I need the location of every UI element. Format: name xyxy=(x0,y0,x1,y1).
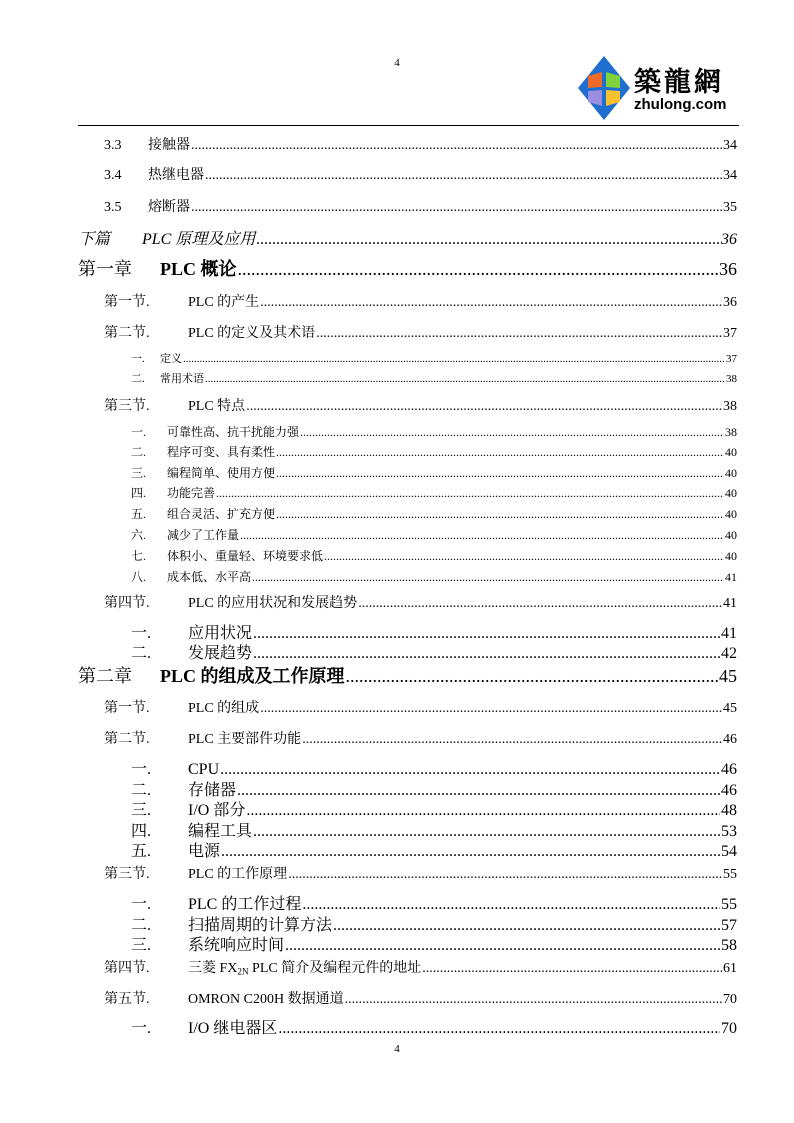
toc-entry[interactable] xyxy=(104,863,737,883)
toc-entry-number: 一. xyxy=(131,896,152,913)
toc-entry-number: 第一节. xyxy=(104,295,150,310)
dot-leader xyxy=(346,666,719,687)
toc-entry-number: 3.4 xyxy=(104,168,122,183)
dot-leader xyxy=(276,445,724,460)
dot-leader xyxy=(276,466,724,481)
toc-entry-title-text: I/O 继电器区 xyxy=(188,1020,278,1037)
toc-entry-title-text: 扫描周期的计算方法 xyxy=(188,917,333,934)
toc-entry-title-text: PLC 的组成及工作原理 xyxy=(160,666,345,686)
toc-entry-page: 46 xyxy=(721,782,737,799)
toc-entry-page: 36 xyxy=(721,231,737,248)
toc-entry-page: 54 xyxy=(721,843,737,860)
toc-entry-page: 38 xyxy=(725,425,737,439)
toc-entry-number: 八. xyxy=(131,570,147,584)
toc-entry-number: 三. xyxy=(131,466,147,480)
toc-entry-number: 第三节. xyxy=(104,867,150,882)
toc-entry-title-text: CPU xyxy=(188,761,220,778)
toc-entry-page: 48 xyxy=(721,802,737,819)
toc-entry-title-text: PLC 的工作过程 xyxy=(188,896,302,913)
toc-entry[interactable] xyxy=(131,464,737,481)
toc-entry-number: 二. xyxy=(131,782,152,799)
toc-entry-page: 55 xyxy=(723,867,737,882)
toc-entry-title-text: 减少了工作量 xyxy=(167,528,240,542)
toc-entry-page: 46 xyxy=(721,761,737,778)
toc-entry-title-text: 程序可变、具有柔性 xyxy=(167,445,276,459)
toc-entry-page: 37 xyxy=(723,326,737,341)
dot-leader xyxy=(253,645,720,663)
toc-entry-title-text: PLC 的应用状况和发展趋势 xyxy=(188,596,358,611)
toc-entry-number: 七. xyxy=(131,549,147,563)
toc-entry-number: 3.3 xyxy=(104,138,122,153)
logo-url: zhulong.com xyxy=(634,96,727,113)
toc-entry-number: 一. xyxy=(131,761,152,778)
toc-entry-page: 40 xyxy=(725,466,737,480)
toc-entry-number: 二. xyxy=(131,917,152,934)
toc-entry-page: 34 xyxy=(723,168,737,183)
toc-entry[interactable] xyxy=(78,662,737,688)
toc-entry-title xyxy=(142,226,255,249)
toc-entry-title-text: PLC 的组成 xyxy=(188,701,260,716)
toc-entry-title-text: PLC 概论 xyxy=(160,259,237,279)
toc-entry[interactable] xyxy=(131,423,737,440)
toc-entry-title xyxy=(188,1015,277,1038)
toc-entry[interactable] xyxy=(104,395,737,415)
toc-entry-number: 一. xyxy=(131,625,152,642)
zhulong-logo-icon xyxy=(576,54,632,122)
toc-entry-title-text: 编程简单、使用方便 xyxy=(167,466,276,480)
dot-leader xyxy=(276,507,724,522)
toc-entry-number: 三. xyxy=(131,802,152,819)
toc-entry-number: 一. xyxy=(131,425,147,439)
toc-entry-title xyxy=(188,891,301,914)
toc-entry-page: 70 xyxy=(723,992,737,1007)
toc-entry-title xyxy=(188,640,252,663)
toc-entry[interactable] xyxy=(131,891,737,914)
toc-entry[interactable] xyxy=(78,255,737,281)
toc-entry-number: 三. xyxy=(131,937,152,954)
toc-entry-title xyxy=(167,547,323,564)
toc-entry-title xyxy=(188,932,284,955)
toc-entry-title-text: PLC 原理及应用 xyxy=(142,231,256,248)
dot-leader xyxy=(252,570,724,585)
toc-entry-page: 41 xyxy=(723,596,737,611)
toc-entry-page: 40 xyxy=(725,528,737,542)
toc-entry-title-text: PLC 的定义及其术语 xyxy=(188,326,316,341)
toc-entry-title-text: 定义 xyxy=(160,353,182,365)
toc-entry-title-text: 电源 xyxy=(188,843,221,860)
toc-entry-page: 40 xyxy=(725,445,737,459)
toc-entry-number: 第一节. xyxy=(104,701,150,716)
dot-leader xyxy=(216,486,724,501)
zhulong-logo xyxy=(576,54,726,122)
dot-leader xyxy=(256,231,720,249)
dot-leader xyxy=(278,1020,720,1038)
toc-entry[interactable] xyxy=(131,838,737,861)
footer-page-number: 4 xyxy=(394,1043,400,1055)
toc-entry-page: 38 xyxy=(726,373,737,385)
dot-leader xyxy=(324,549,724,564)
toc-entry-title-text: 热继电器 xyxy=(148,168,204,183)
toc-entry[interactable] xyxy=(104,322,737,342)
toc-entry-page: 36 xyxy=(723,295,737,310)
toc-entry-title-text: PLC 主要部件功能 xyxy=(188,732,302,747)
dot-leader xyxy=(345,992,722,1008)
toc-entry[interactable] xyxy=(104,164,737,184)
toc-entry-number: 一. xyxy=(131,1020,152,1037)
header-page-number: 4 xyxy=(394,57,400,69)
toc-entry-title xyxy=(160,350,182,366)
toc-entry-page: 42 xyxy=(721,645,737,662)
toc-entry-title-text: 编程工具 xyxy=(188,823,253,840)
dot-leader xyxy=(302,732,722,748)
toc-entry-page: 61 xyxy=(723,961,737,976)
toc-entry-title-text: 常用术语 xyxy=(160,373,204,385)
toc-entry[interactable] xyxy=(104,592,737,612)
toc-entry-title xyxy=(188,957,421,977)
toc-entry[interactable] xyxy=(104,988,737,1008)
toc-entry-number: 第二节. xyxy=(104,732,150,747)
toc-entry-page: 40 xyxy=(725,486,737,500)
toc-entry-title-text: 应用状况 xyxy=(188,625,253,642)
toc-entry-title-text: 可靠性高、抗干扰能力强 xyxy=(167,425,300,439)
toc-entry-title xyxy=(188,863,287,883)
toc-entry-page: 34 xyxy=(723,138,737,153)
toc-entry[interactable] xyxy=(131,640,737,663)
toc-entry-number: 第五节. xyxy=(104,992,150,1007)
toc-entry-title-text: I/O 部分 xyxy=(188,802,246,819)
toc-entry-title-text: 成本低、水平高 xyxy=(167,570,252,584)
toc-entry-title xyxy=(160,370,204,386)
toc-entry-title-text: 存储器 xyxy=(188,782,237,799)
toc-entry-title xyxy=(167,464,275,481)
toc-entry-page: 36 xyxy=(719,259,737,279)
toc-entry-number: 第一章 xyxy=(78,259,132,279)
toc-entry-number: 第三节. xyxy=(104,399,150,414)
toc-entry-number: 五. xyxy=(131,507,147,521)
toc-entry[interactable] xyxy=(104,134,737,154)
toc-entry-title xyxy=(188,697,259,717)
toc-entry-page: 70 xyxy=(721,1020,737,1037)
toc-entry-page: 35 xyxy=(723,200,737,215)
dot-leader xyxy=(358,596,722,612)
toc-entry-title xyxy=(188,838,220,861)
toc-entry[interactable] xyxy=(131,932,737,955)
toc-entry-title-subscript: 2N xyxy=(237,966,249,977)
toc-entry-page: 45 xyxy=(723,701,737,716)
toc-entry-number: 二. xyxy=(131,373,145,385)
toc-entry-page: 38 xyxy=(723,399,737,414)
toc-entry-title-text: 体积小、重量轻、环境要求低 xyxy=(167,549,324,563)
toc-entry-number: 二. xyxy=(131,445,147,459)
toc-entry[interactable] xyxy=(131,1015,737,1038)
dot-leader xyxy=(221,843,720,861)
toc-entry-title xyxy=(188,322,315,342)
toc-entry-page: 55 xyxy=(721,896,737,913)
toc-entry-title xyxy=(167,505,275,522)
toc-entry[interactable] xyxy=(131,526,737,543)
toc-entry-number: 一. xyxy=(131,353,145,365)
toc-entry-number: 下篇 xyxy=(78,231,111,248)
toc-entry-title xyxy=(188,797,245,820)
toc-entry[interactable] xyxy=(131,547,737,564)
toc-entry-number: 第二章 xyxy=(78,666,132,686)
dot-leader xyxy=(191,138,722,154)
toc-entry[interactable] xyxy=(78,226,737,249)
toc-entry-page: 40 xyxy=(725,549,737,563)
toc-entry-page: 41 xyxy=(721,625,737,642)
dot-leader xyxy=(191,200,722,216)
dot-leader xyxy=(240,528,724,543)
toc-entry-number: 第四节. xyxy=(104,961,150,976)
toc-entry-title-text: 发展趋势 xyxy=(188,645,253,662)
toc-entry-number: 第四节. xyxy=(104,596,150,611)
dot-leader xyxy=(300,425,724,440)
toc-entry-title xyxy=(148,164,204,184)
dot-leader xyxy=(246,399,722,415)
toc-entry-title xyxy=(167,526,239,543)
toc-entry[interactable] xyxy=(131,505,737,522)
toc-entry[interactable] xyxy=(104,291,737,311)
toc-entry-title-text: 熔断器 xyxy=(148,200,190,215)
toc-entry-title xyxy=(167,423,299,440)
toc-entry[interactable] xyxy=(131,756,737,779)
toc-entry-page: 45 xyxy=(719,666,737,686)
toc-entry[interactable] xyxy=(131,443,737,460)
toc-entry-page: 58 xyxy=(721,937,737,954)
toc-entry-number: 四. xyxy=(131,486,147,500)
logo-name: 築龍網 xyxy=(634,67,724,98)
dot-leader xyxy=(260,701,722,717)
dot-leader xyxy=(285,937,720,955)
toc-entry-number: 四. xyxy=(131,823,152,840)
toc-entry-title xyxy=(188,395,245,415)
toc-entry-title xyxy=(167,443,275,460)
toc-entry-number: 二. xyxy=(131,645,152,662)
dot-leader xyxy=(316,326,722,342)
toc-entry-number: 第二节. xyxy=(104,326,150,341)
toc-entry-page: 40 xyxy=(725,507,737,521)
toc-entry-page: 53 xyxy=(721,823,737,840)
toc-entry-title-text: 功能完善 xyxy=(167,486,216,500)
header-rule xyxy=(78,125,739,126)
toc-entry-page: 41 xyxy=(725,570,737,584)
dot-leader xyxy=(205,168,722,184)
dot-leader xyxy=(205,373,725,385)
toc-entry[interactable] xyxy=(131,350,737,366)
toc-entry[interactable] xyxy=(131,797,737,820)
toc-entry-title-text: 接触器 xyxy=(148,138,190,153)
toc-entry[interactable] xyxy=(131,370,737,386)
toc-entry-title xyxy=(167,484,215,501)
toc-entry[interactable] xyxy=(131,484,737,501)
toc-entry-title xyxy=(188,291,259,311)
toc-entry-title xyxy=(188,728,301,748)
dot-leader xyxy=(183,353,725,365)
toc-entry-title-text: PLC 特点 xyxy=(188,399,246,414)
toc-entry-title-text: PLC 简介及编程元件的地址 xyxy=(248,961,422,976)
toc-entry-page: 57 xyxy=(721,917,737,934)
toc-entry-title-text: 系统响应时间 xyxy=(188,937,285,954)
toc-entry-page: 46 xyxy=(723,732,737,747)
toc-entry-title xyxy=(188,988,344,1008)
toc-entry[interactable] xyxy=(131,568,737,585)
dot-leader xyxy=(288,867,722,883)
toc-entry-title-text: 三菱 FX xyxy=(188,961,238,976)
toc-entry-number: 3.5 xyxy=(104,200,122,215)
toc-entry-title xyxy=(148,196,190,216)
toc-entry-title xyxy=(160,662,345,688)
dot-leader xyxy=(238,259,719,280)
toc-entry-title-text: OMRON C200H 数据通道 xyxy=(188,992,344,1007)
toc-entry-title-text: PLC 的工作原理 xyxy=(188,867,288,882)
toc-entry-title xyxy=(160,255,237,281)
toc-entry-number: 六. xyxy=(131,528,147,542)
dot-leader xyxy=(260,295,722,311)
toc-entry-title-text: PLC 的产生 xyxy=(188,295,260,310)
toc-entry-page: 37 xyxy=(726,353,737,365)
toc-entry[interactable] xyxy=(104,697,737,717)
toc-entry[interactable] xyxy=(104,196,737,216)
toc-entry-title xyxy=(188,592,357,612)
dot-leader xyxy=(422,961,722,977)
toc-entry-title xyxy=(167,568,251,585)
toc-entry-title xyxy=(148,134,190,154)
toc-entry[interactable] xyxy=(104,957,737,977)
toc-entry[interactable] xyxy=(104,728,737,748)
toc-entry-number: 五. xyxy=(131,843,152,860)
toc-entry-title-text: 组合灵活、扩充方便 xyxy=(167,507,276,521)
